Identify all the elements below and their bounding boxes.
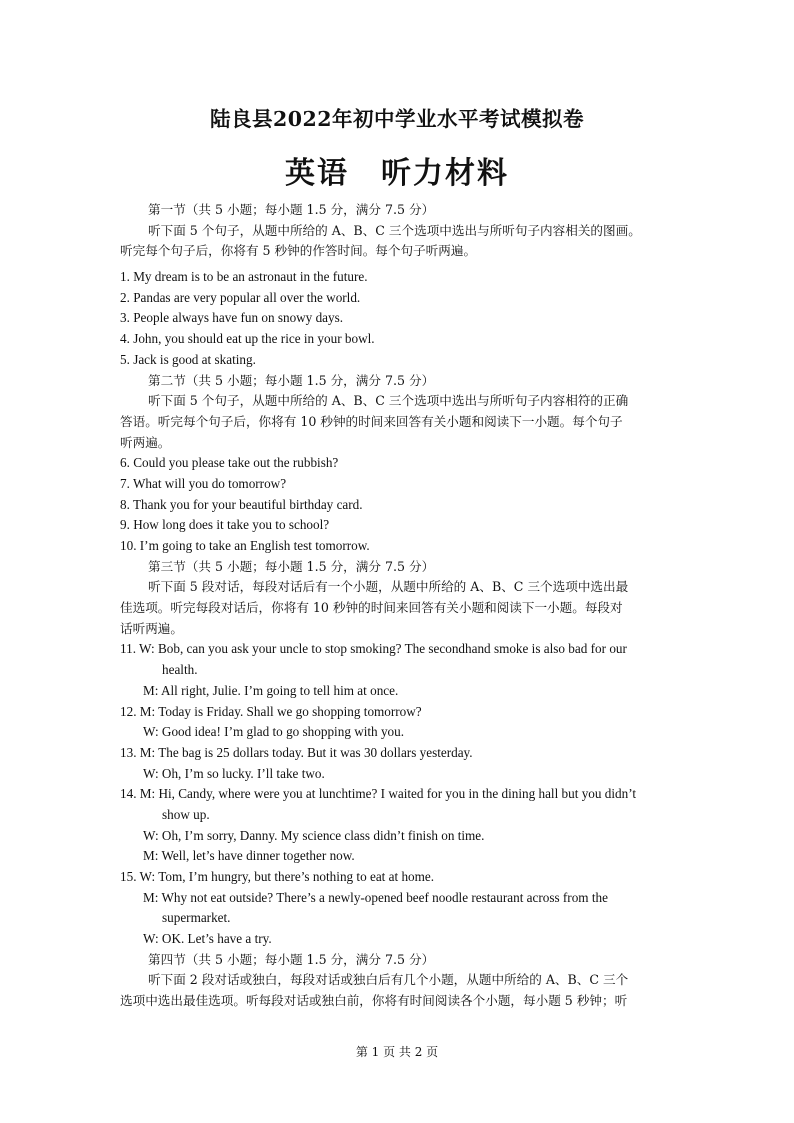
dialogue-line: 14. M: Hi, Candy, where were you at lunchtime? I waited for you in the dining hall but you didn’t: [120, 786, 637, 802]
section-4-instruction-line: 听下面 2 段对话或独白，每段对话或独白后有几个小题，从题中所给的 A、B、C 三个: [148, 972, 629, 988]
question-item: 4. John, you should eat up the rice in your bowl.: [120, 331, 375, 347]
dialogue-line: W: Good idea! I’m glad to go shopping with you.: [143, 724, 405, 740]
page-number: 第 1 页 共 2 页: [355, 1045, 439, 1059]
dialogue-line: supermarket.: [162, 910, 231, 926]
dialogue-line: health.: [162, 662, 198, 678]
dialogue-line: W: Oh, I’m sorry, Danny. My science class didn’t finish on time.: [143, 827, 485, 843]
dialogue-line: W: OK. Let’s have a try.: [143, 931, 272, 947]
exam-title: 陆良县2022年初中学业水平考试模拟卷: [209, 107, 585, 131]
dialogue-line: show up.: [162, 806, 210, 822]
dialogue-line: M: All right, Julie. I’m going to tell him at once.: [143, 682, 399, 698]
section-2-instruction-line: 听下面 5 个句子，从题中所给的 A、B、C 三个选项中选出与所听句子内容相符的正确: [148, 393, 629, 409]
section-4-heading: 第四节（共 5 小题；每小题 1.5 分，满分 7.5 分）: [148, 951, 435, 967]
question-item: 1. My dream is to be an astronaut in the future.: [120, 269, 368, 285]
question-item: 3. People always have fun on snowy days.: [120, 310, 344, 326]
question-item: 5. Jack is good at skating.: [120, 351, 256, 367]
dialogue-line: 12. M: Today is Friday. Shall we go shopping tomorrow?: [120, 703, 422, 719]
dialogue-line: W: Oh, I’m so lucky. I’ll take two.: [143, 765, 325, 781]
section-1-instruction-line: 听下面 5 个句子，从题中所给的 A、B、C 三个选项中选出与所听句子内容相关的图画。: [148, 222, 641, 238]
exam-subtitle: 英语 听力材料: [285, 156, 509, 191]
dialogue-line: M: Why not eat outside? There’s a newly-opened beef noodle restaurant across from the: [143, 889, 608, 905]
question-item: 8. Thank you for your beautiful birthday card.: [120, 496, 363, 512]
section-1-heading: 第一节（共 5 小题；每小题 1.5 分，满分 7.5 分）: [148, 202, 435, 217]
section-2-instruction-line: 听两遍。: [120, 434, 171, 450]
question-item: 9. How long does it take you to school?: [120, 517, 330, 533]
section-2-instruction-line: 答语。听完每个句子后，你将有 10 秒钟的时间来回答有关小题和阅读下一小题。每个句子: [120, 413, 623, 429]
question-item: 2. Pandas are very popular all over the world.: [120, 289, 361, 305]
section-4-instruction-line: 选项中选出最佳选项。听每段对话或独白前，你将有时间阅读各个小题，每小题 5 秒钟；听: [120, 993, 628, 1009]
dialogue-line: 13. M: The bag is 25 dollars today. But it was 30 dollars yesterday.: [120, 744, 473, 760]
section-1-instruction-line: 听完每个句子后，你将有 5 秒钟的作答时间。每个句子听两遍。: [120, 243, 477, 259]
question-item: 7. What will you do tomorrow?: [120, 475, 287, 491]
document-body: [120, 200, 680, 1012]
section-3-instruction-line: 听下面 5 段对话，每段对话后有一个小题，从题中所给的 A、B、C 三个选项中选出最: [148, 579, 629, 595]
dialogue-line: 15. W: Tom, I’m hungry, but there’s nothing to eat at home.: [120, 869, 435, 884]
question-item: 10. I’m going to take an English test tomorrow.: [120, 538, 370, 553]
section-3-instruction-line: 话听两遍。: [120, 620, 183, 636]
question-item: 6. Could you please take out the rubbish?: [120, 455, 339, 471]
section-3-instruction-line: 佳选项。听完每段对话后，你将有 10 秒钟的时间来回答有关小题和阅读下一小题。每段对: [120, 600, 623, 616]
dialogue-line: 11. W: Bob, can you ask your uncle to stop smoking? The secondhand smoke is also bad for our: [120, 641, 627, 657]
dialogue-line: M: Well, let’s have dinner together now.: [143, 848, 355, 864]
section-2-heading: 第二节（共 5 小题；每小题 1.5 分，满分 7.5 分）: [148, 372, 435, 388]
section-3-heading: 第三节（共 5 小题；每小题 1.5 分，满分 7.5 分）: [148, 558, 435, 574]
